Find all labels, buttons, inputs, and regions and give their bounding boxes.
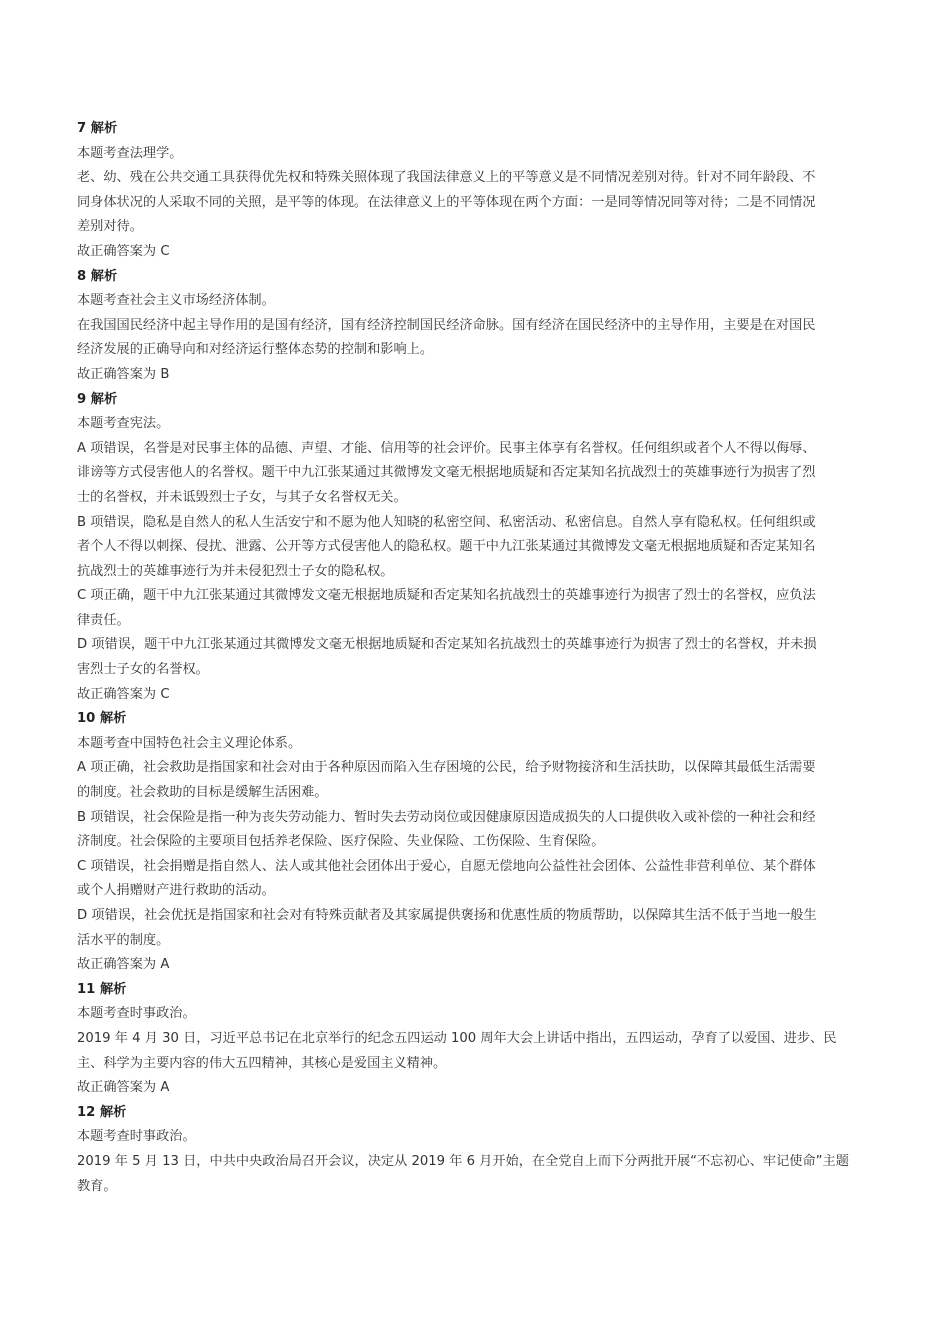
text-line: B 项错误，隐私是自然人的私人生活安宁和不愿为他人知晓的私密空间、私密活动、私密信息。自然人享有隐私权。任何组织或 bbox=[77, 514, 816, 530]
text-line: 在我国国民经济中起主导作用的是国有经济，国有经济控制国民经济命脉。国有经济在国民经济中的主导作用，主要是在对国民 bbox=[77, 317, 816, 333]
text-line: 的制度。社会救助的目标是缓解生活困难。 bbox=[77, 785, 328, 801]
text-line: 抗战烈士的英雄事迹行为并未侵犯烈士子女的隐私权。 bbox=[77, 563, 394, 579]
text-line: 本题考查社会主义市场经济体制。 bbox=[77, 293, 275, 309]
section-heading: 9 解析 bbox=[77, 391, 118, 407]
section-heading: 7 解析 bbox=[77, 121, 118, 136]
section-heading: 11 解析 bbox=[77, 981, 127, 997]
text-line: 2019 年 5 月 13 日，中共中央政治局召开会议，决定从 2019 年 6 月开始，在全党自上而下分两批开展“不忘初心、牢记使命”主题 bbox=[77, 1153, 849, 1169]
text-line: D 项错误，社会优抚是指国家和社会对有特殊贡献者及其家属提供褒扬和优惠性质的物质帮助，以保障其生活不低于当地一般生 bbox=[77, 908, 817, 923]
text-line: C 项错误，社会捐赠是指自然人、法人或其他社会团体出于爱心，自愿无偿地向公益性社会团体、公益性非营利单位、某个群体 bbox=[77, 858, 816, 874]
text-line: A 项错误，名誉是对民事主体的品德、声望、才能、信用等的社会评价。民事主体享有名誉权。任何组织或者个人不得以侮辱、 bbox=[77, 440, 816, 456]
text-line: 老、幼、残在公共交通工具获得优先权和特殊关照体现了我国法律意义上的平等意义是不同情况差别对待。针对不同年龄段、不 bbox=[77, 170, 816, 186]
text-line: D 项错误，题干中九江张某通过其微博发文毫无根据地质疑和否定某知名抗战烈士的英雄事迹行为损害了烈士的名誉权，并未损 bbox=[77, 637, 817, 653]
text-line: 本题考查中国特色社会主义理论体系。 bbox=[77, 735, 302, 751]
text-line: C 项正确，题干中九江张某通过其微博发文毫无根据地质疑和否定某知名抗战烈士的英雄事迹行为损害了烈士的名誉权，应负法 bbox=[77, 588, 816, 604]
section-heading: 8 解析 bbox=[77, 268, 118, 284]
text-line: 士的名誉权，并未诋毁烈士子女，与其子女名誉权无关。 bbox=[77, 489, 407, 505]
text-line: 教育。 bbox=[77, 1178, 117, 1194]
text-line: 本题考查宪法。 bbox=[77, 416, 170, 432]
text-line: A 项正确，社会救助是指国家和社会对由于各种原因而陷入生存困境的公民，给予财物接济和生活扶助，以保障其最低生活需要 bbox=[77, 760, 816, 776]
section-heading: 12 解析 bbox=[77, 1104, 127, 1120]
text-line: 同身体状况的人采取不同的关照，是平等的体现。在法律意义上的平等体现在两个方面：一是同等情况同等对待；二是不同情况 bbox=[77, 194, 816, 210]
text-line: 济制度。社会保险的主要项目包括养老保险、医疗保险、失业保险、工伤保险、生育保险。 bbox=[77, 834, 605, 850]
text-line: 律责任。 bbox=[77, 612, 130, 628]
document-page bbox=[77, 117, 883, 1199]
text-line: 经济发展的正确导向和对经济运行整体态势的控制和影响上。 bbox=[77, 342, 434, 358]
text-line: 差别对待。 bbox=[77, 219, 143, 235]
text-line: 或个人捐赠财产进行救助的活动。 bbox=[77, 883, 275, 899]
text-line: 故正确答案为 A bbox=[77, 957, 170, 973]
text-line: B 项错误，社会保险是指一种为丧失劳动能力、暂时失去劳动岗位或因健康原因造成损失的人口提供收入或补偿的一种社会和经 bbox=[77, 809, 816, 825]
text-line: 害烈士子女的名誉权。 bbox=[77, 662, 209, 678]
text-line: 故正确答案为 B bbox=[77, 366, 170, 382]
text-line: 2019 年 4 月 30 日，习近平总书记在北京举行的纪念五四运动 100 周年大会上讲话中指出，五四运动，孕育了以爱国、进步、民 bbox=[77, 1030, 837, 1046]
text-line: 活水平的制度。 bbox=[77, 932, 170, 948]
text-line: 本题考查时事政治。 bbox=[77, 1006, 196, 1022]
text-line: 故正确答案为 C bbox=[77, 686, 170, 702]
text-line: 本题考查时事政治。 bbox=[77, 1129, 196, 1145]
text-line: 本题考查法理学。 bbox=[77, 145, 183, 161]
text-line: 主、科学为主要内容的伟大五四精神，其核心是爱国主义精神。 bbox=[77, 1055, 447, 1071]
section-heading: 10 解析 bbox=[77, 711, 127, 727]
text-line: 者个人不得以刺探、侵扰、泄露、公开等方式侵害他人的隐私权。题干中九江张某通过其微博发文毫无根据地质疑和否定某知名 bbox=[77, 539, 816, 555]
text-line: 故正确答案为 C bbox=[77, 243, 170, 259]
text-line: 诽谤等方式侵害他人的名誉权。题干中九江张某通过其微博发文毫无根据地质疑和否定某知名抗战烈士的英雄事迹行为损害了烈 bbox=[77, 465, 816, 481]
text-line: 故正确答案为 A bbox=[77, 1080, 170, 1096]
